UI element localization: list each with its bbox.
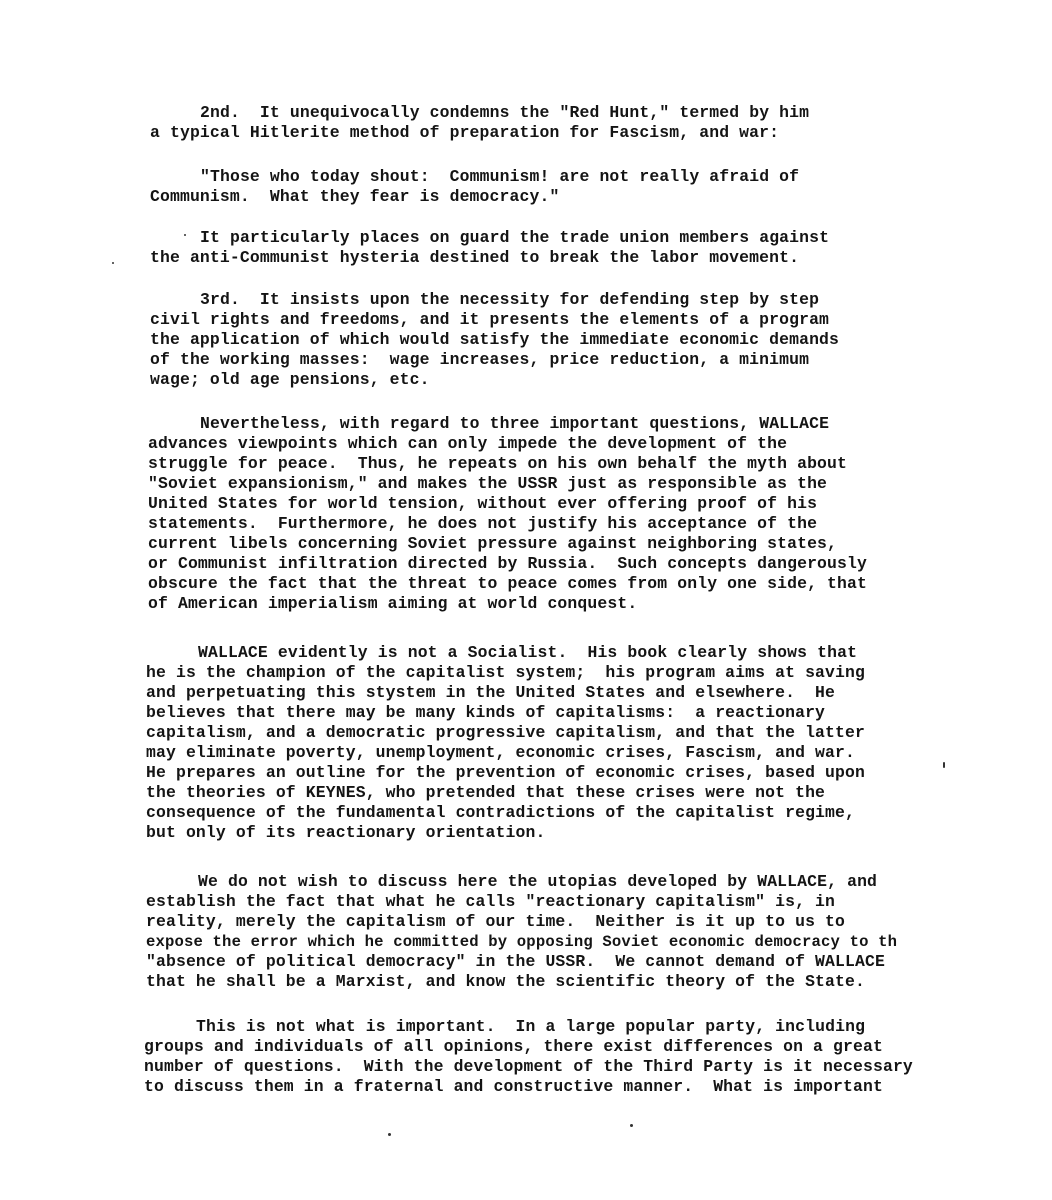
text-line: current libels concerning Soviet pressure against neighboring states, [148,534,838,553]
text-line: the application of which would satisfy the immediate economic demands [150,330,840,349]
text-line: the theories of KEYNES, who pretended that these crises were not the [146,783,826,802]
text-line: He prepares an outline for the prevention of economic crises, based upon [146,763,865,782]
text-line: to discuss them in a fraternal and constructive manner. What is important [144,1077,883,1096]
text-line: This is not what is important. In a large popular party, including [196,1017,866,1036]
text-line: but only of its reactionary orientation. [146,823,546,842]
text-line: "Soviet expansionism," and makes the USSR just as responsible as the [148,474,828,493]
text-line: Communism. What they fear is democracy." [150,187,560,206]
text-line: may eliminate poverty, unemployment, economic crises, Fascism, and war. [146,743,856,762]
text-line: "Those who today shout: Communism! are not really afraid of [200,167,800,186]
text-line: 2nd. It unequivocally condemns the "Red Hunt," termed by him [200,103,810,122]
scan-speck [184,234,186,236]
text-line: establish the fact that what he calls "reactionary capitalism" is, in [146,892,836,911]
text-line: obscure the fact that the threat to peace comes from only one side, that [148,574,867,593]
text-line: Nevertheless, with regard to three important questions, WALLACE [200,414,830,433]
text-line: advances viewpoints which can only impede the development of the [148,434,788,453]
scan-speck [943,762,945,768]
text-line: reality, merely the capitalism of our time. Neither is it up to us to [146,912,846,931]
scan-speck [630,1124,633,1127]
text-line: he is the champion of the capitalist system; his program aims at saving [146,663,865,682]
text-line: "absence of political democracy" in the USSR. We cannot demand of WALLACE [146,952,885,971]
text-line: number of questions. With the development of the Third Party is it necessary [144,1057,913,1076]
text-line: that he shall be a Marxist, and know the scientific theory of the State. [146,972,865,991]
text-line: of American imperialism aiming at world conquest. [148,594,638,613]
text-line: and perpetuating this stystem in the United States and elsewhere. He [146,683,836,702]
text-line: the anti-Communist hysteria destined to break the labor movement. [150,248,800,267]
text-line: WALLACE evidently is not a Socialist. His book clearly shows that [198,643,858,662]
text-line: It particularly places on guard the trade union members against [200,228,830,247]
text-line: 3rd. It insists upon the necessity for defending step by step [200,290,820,309]
text-line: of the working masses: wage increases, price reduction, a minimum [150,350,810,369]
text-line: civil rights and freedoms, and it presents the elements of a program [150,310,830,329]
text-line: expose the error which he committed by opposing Soviet economic democracy to th [146,933,898,951]
text-line: statements. Furthermore, he does not justify his acceptance of the [148,514,818,533]
text-line: capitalism, and a democratic progressive capitalism, and that the latter [146,723,865,742]
text-line: or Communist infiltration directed by Russia. Such concepts dangerously [148,554,867,573]
text-line: a typical Hitlerite method of preparation for Fascism, and war: [150,123,780,142]
text-line: consequence of the fundamental contradictions of the capitalist regime, [146,803,856,822]
text-line: groups and individuals of all opinions, there exist differences on a great [144,1037,883,1056]
text-line: struggle for peace. Thus, he repeats on his own behalf the myth about [148,454,848,473]
scan-speck [388,1133,391,1136]
text-line: believes that there may be many kinds of capitalisms: a reactionary [146,703,826,722]
text-line: wage; old age pensions, etc. [150,370,430,389]
text-line: United States for world tension, without ever offering proof of his [148,494,818,513]
text-line: We do not wish to discuss here the utopias developed by WALLACE, and [198,872,878,891]
scan-speck [112,262,114,264]
